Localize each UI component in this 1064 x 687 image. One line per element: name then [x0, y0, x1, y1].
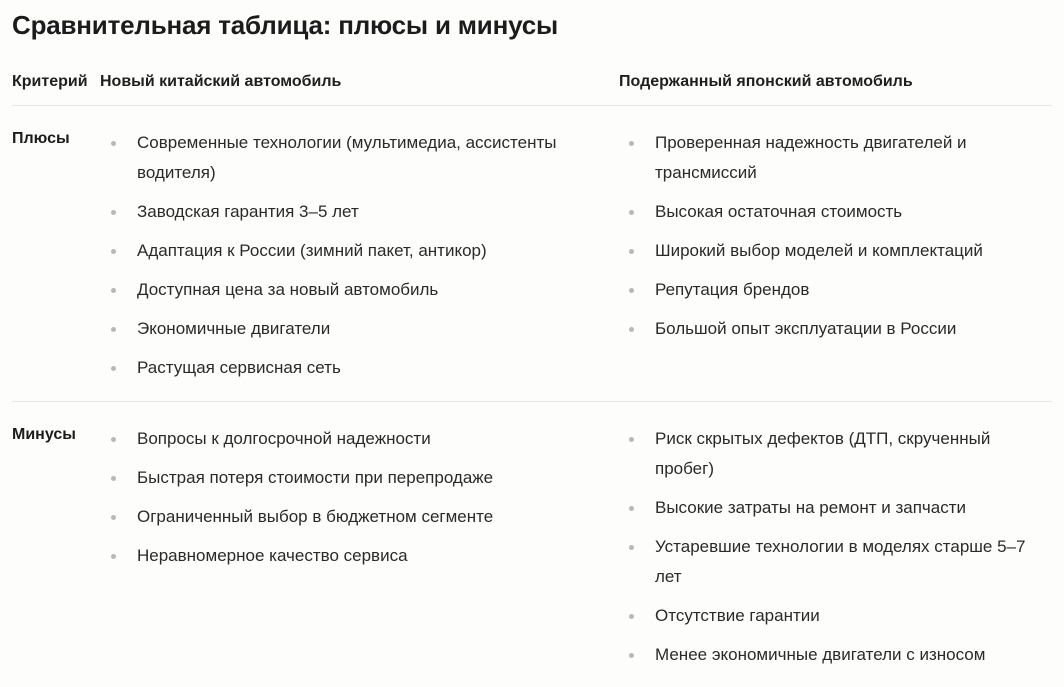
bullet-icon: [629, 653, 634, 658]
bullet-icon: [111, 141, 116, 146]
list-item-text: Неравномерное качество сервиса: [137, 546, 408, 565]
list-item: [619, 197, 1052, 227]
list-item-text: Доступная цена за новый автомобиль: [137, 280, 439, 299]
list-item-text: Экономичные двигатели: [137, 319, 331, 338]
list-item: [619, 314, 1052, 344]
list-item-text: Риск скрытых дефектов (ДТП, скрученный пробег): [655, 429, 991, 478]
list-item: [100, 463, 619, 493]
list-item: [100, 541, 619, 571]
new-chinese-cell: [100, 106, 619, 402]
list-item-text: Проверенная надежность двигателей и трансмиссий: [655, 133, 967, 182]
header-row: [12, 58, 1052, 106]
bullet-icon: [629, 614, 634, 619]
bullet-icon: [629, 210, 634, 215]
list-item: [619, 640, 1052, 670]
bullet-icon: [629, 437, 634, 442]
header-used-japanese: Подержанный японский автомобиль: [619, 58, 1052, 106]
list-item-text: Отсутствие гарантии: [655, 606, 820, 625]
list-item: [100, 236, 619, 266]
bullet-icon: [111, 327, 116, 332]
list-item: [100, 314, 619, 344]
criterion-label: Плюсы: [12, 130, 70, 147]
list-item: [100, 128, 619, 188]
list-item-text: Современные технологии (мультимедиа, ассистенты водителя): [137, 133, 557, 182]
criterion-cell: [12, 402, 100, 671]
bullet-icon: [629, 141, 634, 146]
list-item-text: Вопросы к долгосрочной надежности: [137, 429, 431, 448]
list-item: [619, 424, 1052, 484]
list-item: [100, 275, 619, 305]
used-japanese-cell: [619, 106, 1052, 402]
bullet-icon: [111, 554, 116, 559]
used-japanese-list: [619, 128, 1052, 344]
list-item-text: Большой опыт эксплуатации в России: [655, 319, 957, 338]
list-item-text: Адаптация к России (зимний пакет, антикор): [137, 241, 487, 260]
criterion-label: Минусы: [12, 426, 76, 443]
list-item: [619, 236, 1052, 266]
header-criterion: Критерий: [12, 58, 100, 106]
bullet-icon: [111, 210, 116, 215]
list-item-text: Растущая сервисная сеть: [137, 358, 341, 377]
table-header: [12, 58, 1052, 106]
new-chinese-list: [100, 128, 619, 383]
bullet-icon: [111, 249, 116, 254]
list-item-text: Ограниченный выбор в бюджетном сегменте: [137, 507, 494, 526]
row-pros: [12, 106, 1052, 402]
bullet-icon: [111, 288, 116, 293]
bullet-icon: [629, 545, 634, 550]
comparison-table: [12, 58, 1052, 670]
page-title: Сравнительная таблица: плюсы и минусы: [12, 10, 558, 40]
bullet-icon: [629, 327, 634, 332]
bullet-icon: [111, 437, 116, 442]
list-item-text: Устаревшие технологии в моделях старше 5–7 лет: [655, 537, 1026, 586]
list-item: [100, 353, 619, 383]
list-item-text: Репутация брендов: [655, 280, 810, 299]
list-item-text: Быстрая потеря стоимости при перепродаже: [137, 468, 494, 487]
bullet-icon: [629, 288, 634, 293]
bullet-icon: [629, 249, 634, 254]
list-item: [619, 532, 1052, 592]
list-item: [100, 424, 619, 454]
header-new-chinese: Новый китайский автомобиль: [100, 58, 619, 106]
list-item: [100, 502, 619, 532]
bullet-icon: [111, 515, 116, 520]
list-item-text: Высокие затраты на ремонт и запчасти: [655, 498, 967, 517]
bullet-icon: [111, 476, 116, 481]
list-item-text: Менее экономичные двигатели с износом: [655, 645, 986, 664]
table-body: [12, 106, 1052, 671]
list-item: [619, 128, 1052, 188]
list-item-text: Широкий выбор моделей и комплектаций: [655, 241, 983, 260]
row-cons: [12, 402, 1052, 671]
list-item-text: Заводская гарантия 3–5 лет: [137, 202, 359, 221]
bullet-icon: [111, 366, 116, 371]
new-chinese-list: [100, 424, 619, 571]
list-item: [619, 275, 1052, 305]
list-item-text: Высокая остаточная стоимость: [655, 202, 903, 221]
bullet-icon: [629, 506, 634, 511]
used-japanese-list: [619, 424, 1052, 670]
used-japanese-cell: [619, 402, 1052, 671]
list-item: [619, 493, 1052, 523]
new-chinese-cell: [100, 402, 619, 671]
criterion-cell: [12, 106, 100, 402]
list-item: [100, 197, 619, 227]
list-item: [619, 601, 1052, 631]
